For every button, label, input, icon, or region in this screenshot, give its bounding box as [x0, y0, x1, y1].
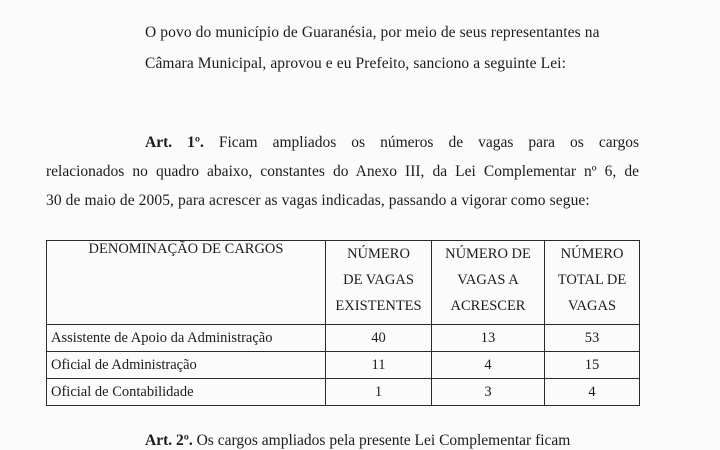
- article-2-label: Art. 2º.: [145, 432, 193, 449]
- header-existentes-line-1: NÚMERO: [347, 246, 410, 262]
- header-total-line-3: VAGAS: [567, 298, 617, 314]
- total-cell: 53: [545, 325, 640, 352]
- table-row: [47, 325, 640, 352]
- table-row: [47, 352, 640, 379]
- article-2-text: Os cargos ampliados pela presente Lei Complementar ficam: [196, 432, 571, 449]
- header-denominacao: DENOMINAÇÃO DE CARGOS: [47, 241, 326, 325]
- header-total-line-2: TOTAL DE: [557, 272, 627, 288]
- existentes-cell: 11: [326, 352, 432, 379]
- article-1-text-1: Ficam ampliados os números de vagas para os cargos: [218, 134, 639, 151]
- header-existentes-line-3: EXISTENTES: [335, 298, 422, 314]
- header-total: [545, 241, 640, 325]
- header-total-line-1: NÚMERO: [560, 246, 624, 262]
- article-2-cut-line: [145, 432, 570, 450]
- preamble-line-2: Câmara Municipal, aprovou e eu Prefeito, sanciono a seguinte Lei:: [145, 55, 566, 72]
- header-acrescer-line-1: NÚMERO DE: [445, 246, 531, 262]
- article-1-label: Art. 1º.: [145, 134, 204, 151]
- total-cell: 15: [545, 352, 640, 379]
- article-1-line-1: [145, 134, 639, 152]
- cargo-cell: Oficial de Contabilidade: [47, 379, 326, 406]
- existentes-cell: 1: [326, 379, 432, 406]
- header-acrescer: [432, 241, 545, 325]
- acrescer-cell: 3: [432, 379, 545, 406]
- table-row: [47, 379, 640, 406]
- existentes-cell: 40: [326, 325, 432, 352]
- article-1-line-3: 30 de maio de 2005, para acrescer as vagas indicadas, passando a vigorar como segue:: [46, 192, 590, 209]
- header-existentes-line-2: DE VAGAS: [343, 272, 414, 288]
- article-1-line-2: relacionados no quadro abaixo, constantes do Anexo III, da Lei Complementar nº 6, de: [46, 163, 639, 180]
- header-acrescer-line-2: VAGAS A: [457, 272, 519, 288]
- acrescer-cell: 13: [432, 325, 545, 352]
- cargos-table: [46, 240, 640, 406]
- header-acrescer-line-3: ACRESCER: [450, 298, 526, 314]
- preamble-line-1: O povo do município de Guaranésia, por meio de seus representantes na: [145, 24, 600, 41]
- cargo-cell: Assistente de Apoio da Administração: [47, 325, 326, 352]
- total-cell: 4: [545, 379, 640, 406]
- acrescer-cell: 4: [432, 352, 545, 379]
- header-existentes: [326, 241, 432, 325]
- table-header-row: [47, 241, 640, 325]
- cargo-cell: Oficial de Administração: [47, 352, 326, 379]
